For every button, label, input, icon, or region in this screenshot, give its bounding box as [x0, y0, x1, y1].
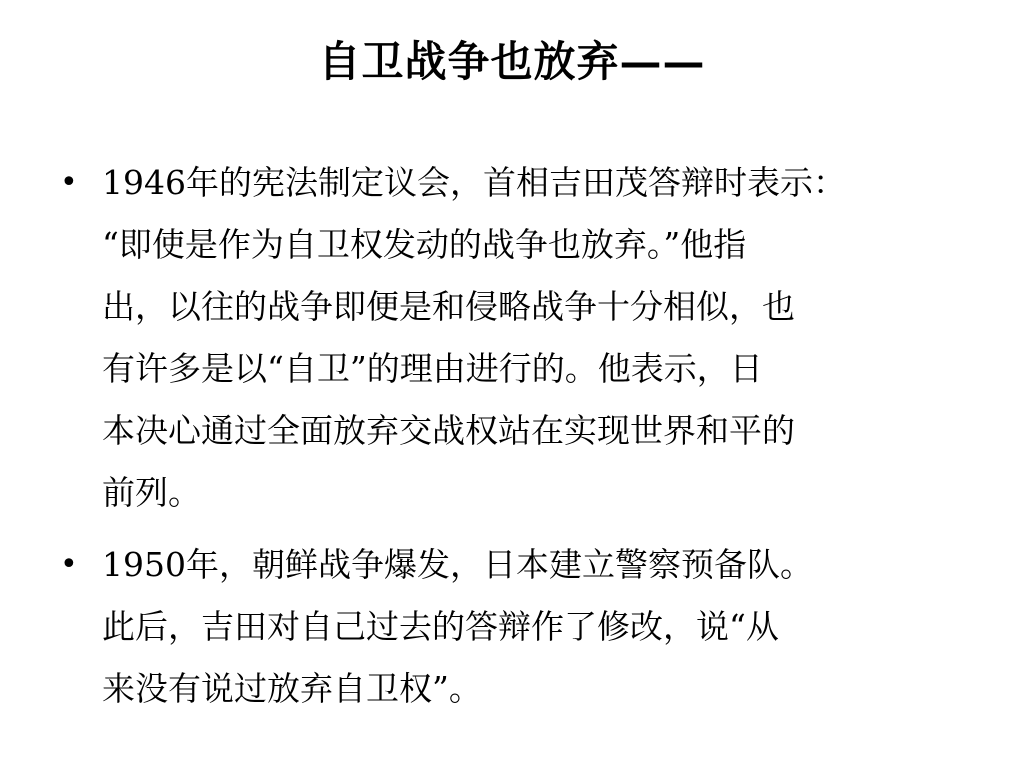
bullet-item-1946: [60, 152, 960, 524]
bullet-list: [60, 152, 960, 730]
bullet-line: 本决心通过全面放弃交战权站在实现世界和平的: [102, 411, 795, 450]
bullet-line: 此后，吉田对自己过去的答辩作了修改，说“从: [102, 607, 779, 646]
bullet-line: 1946年的宪法制定议会，首相吉田茂答辩时表示：: [102, 163, 846, 202]
bullet-dot-icon: •: [60, 165, 78, 200]
slide-title: 自卫战争也放弃——: [318, 37, 706, 86]
bullet-item-1950: [60, 534, 960, 720]
bullet-line: “即使是作为自卫权发动的战争也放弃。”他指: [102, 225, 747, 264]
bullet-line: 来没有说过放弃自卫权”。: [102, 669, 482, 708]
bullet-line: 前列。: [102, 473, 201, 512]
bullet-line: 有许多是以“自卫”的理由进行的。他表示，日: [102, 349, 763, 388]
bullet-dot-icon: •: [60, 547, 78, 582]
bullet-line: 出，以往的战争即便是和侵略战争十分相似，也: [102, 287, 795, 326]
bullet-line: 1950年，朝鲜战争爆发，日本建立警察预备队。: [102, 545, 813, 584]
